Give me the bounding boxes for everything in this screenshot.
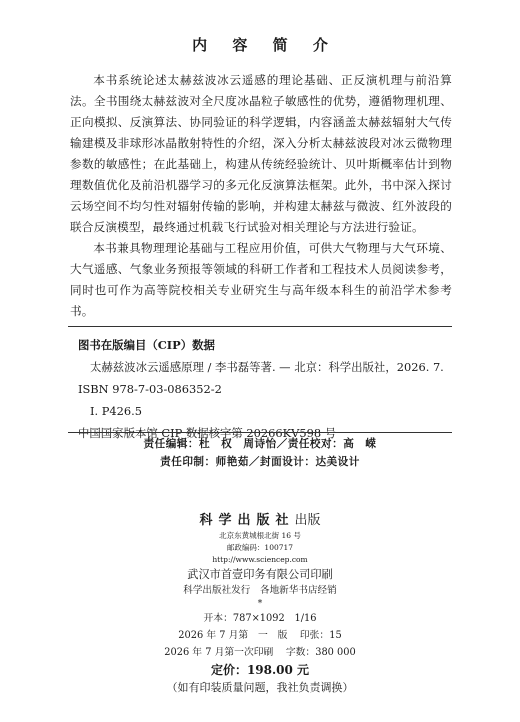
publication-info [0,512,520,696]
publisher-suffix: 出版 [294,513,321,528]
word-count: 字数：380 000 [285,647,356,658]
cip-bottom-rule [68,432,452,433]
printing-info: 2026 年 7 月第一次印刷 [164,647,274,658]
publisher-website: http://www.sciencep.com [212,555,308,564]
distribution-line: 科学出版社发行 各地新华书店经销 [183,585,337,596]
print-sheets: 印张：15 [299,630,342,641]
cip-record-number: 中国国家版本馆 CIP 数据核字第 20266KV598 号 [78,426,337,440]
edition-line [0,627,520,644]
summary-paragraph-2: 本书兼具物理理论基础与工程应用价值，可供大气物理与大气环境、大气遥感、气象业务预报等领域的科研工作者和工程技术人员阅读参考，同时也可作为高等院校相关专业研究生与高年级本科生的前沿学术参考书。 [70,241,452,318]
cip-heading: 图书在版编目（CIP）数据 [78,338,215,352]
editor-line-2: 责任印制：师艳茹／封面设计：达美设计 [160,456,360,468]
editor-credits [0,435,520,471]
quality-note: （如有印装质量问题，我社负责调换） [166,681,354,694]
printer-line: 武汉市首壹印务有限公司印刷 [187,568,333,581]
editor-line-1: 责任编辑：杜 权 周诗怡／责任校对：高 嵘 [143,438,377,450]
edition-info: 2026 年 7 月第 一 版 [178,630,288,641]
content-summary [70,70,452,322]
book-format: 开本：787×1092 1/16 [203,613,317,624]
cip-block [78,334,448,444]
cip-classification: I. P426.5 [90,404,143,418]
summary-paragraph-1: 本书系统论述太赫兹波冰云遥感的理论基础、正反演机理与前沿算法。全书围绕太赫兹波对全尺度冰晶粒子敏感性的优势，遵循物理机理、正向模拟、反演算法、协同验证的科学逻辑，内容涵盖太赫兹辐射大气传输建模及非球形冰晶散射特性的介绍，深入分析太赫兹波段对冰云微物理参数的敏感性；在此基础上，构建从传统经验统计、贝叶斯概率估计到物理数值优化及前沿机器学习的多元化反演算法框架。此外，书中深入探讨云场空间不均匀性对辐射传输的影响，并构建太赫兹与微波、红外波段的联合反演模型，最终通过机载飞行试验对相关理论与方法进行验证。 [70,73,452,234]
cip-top-rule [68,326,452,327]
printing-line [0,644,520,661]
price: 定价：198.00 元 [210,663,310,677]
publisher-postcode: 邮政编码：100717 [226,543,294,552]
cip-bibliographic-line: 太赫兹波冰云遥感原理 / 李书磊等著. — 北京：科学出版社，2026. 7. [90,360,444,374]
format-line [0,610,520,627]
cip-isbn: ISBN 978-7-03-086352-2 [78,382,222,396]
publisher-line [0,512,520,530]
publisher-address: 北京东黄城根北街 16 号 [219,531,301,540]
publisher-logo-text: 科学出版社 [199,513,295,528]
page-title: 内 容 简 介 [192,36,338,54]
separator-star: * [257,599,263,609]
